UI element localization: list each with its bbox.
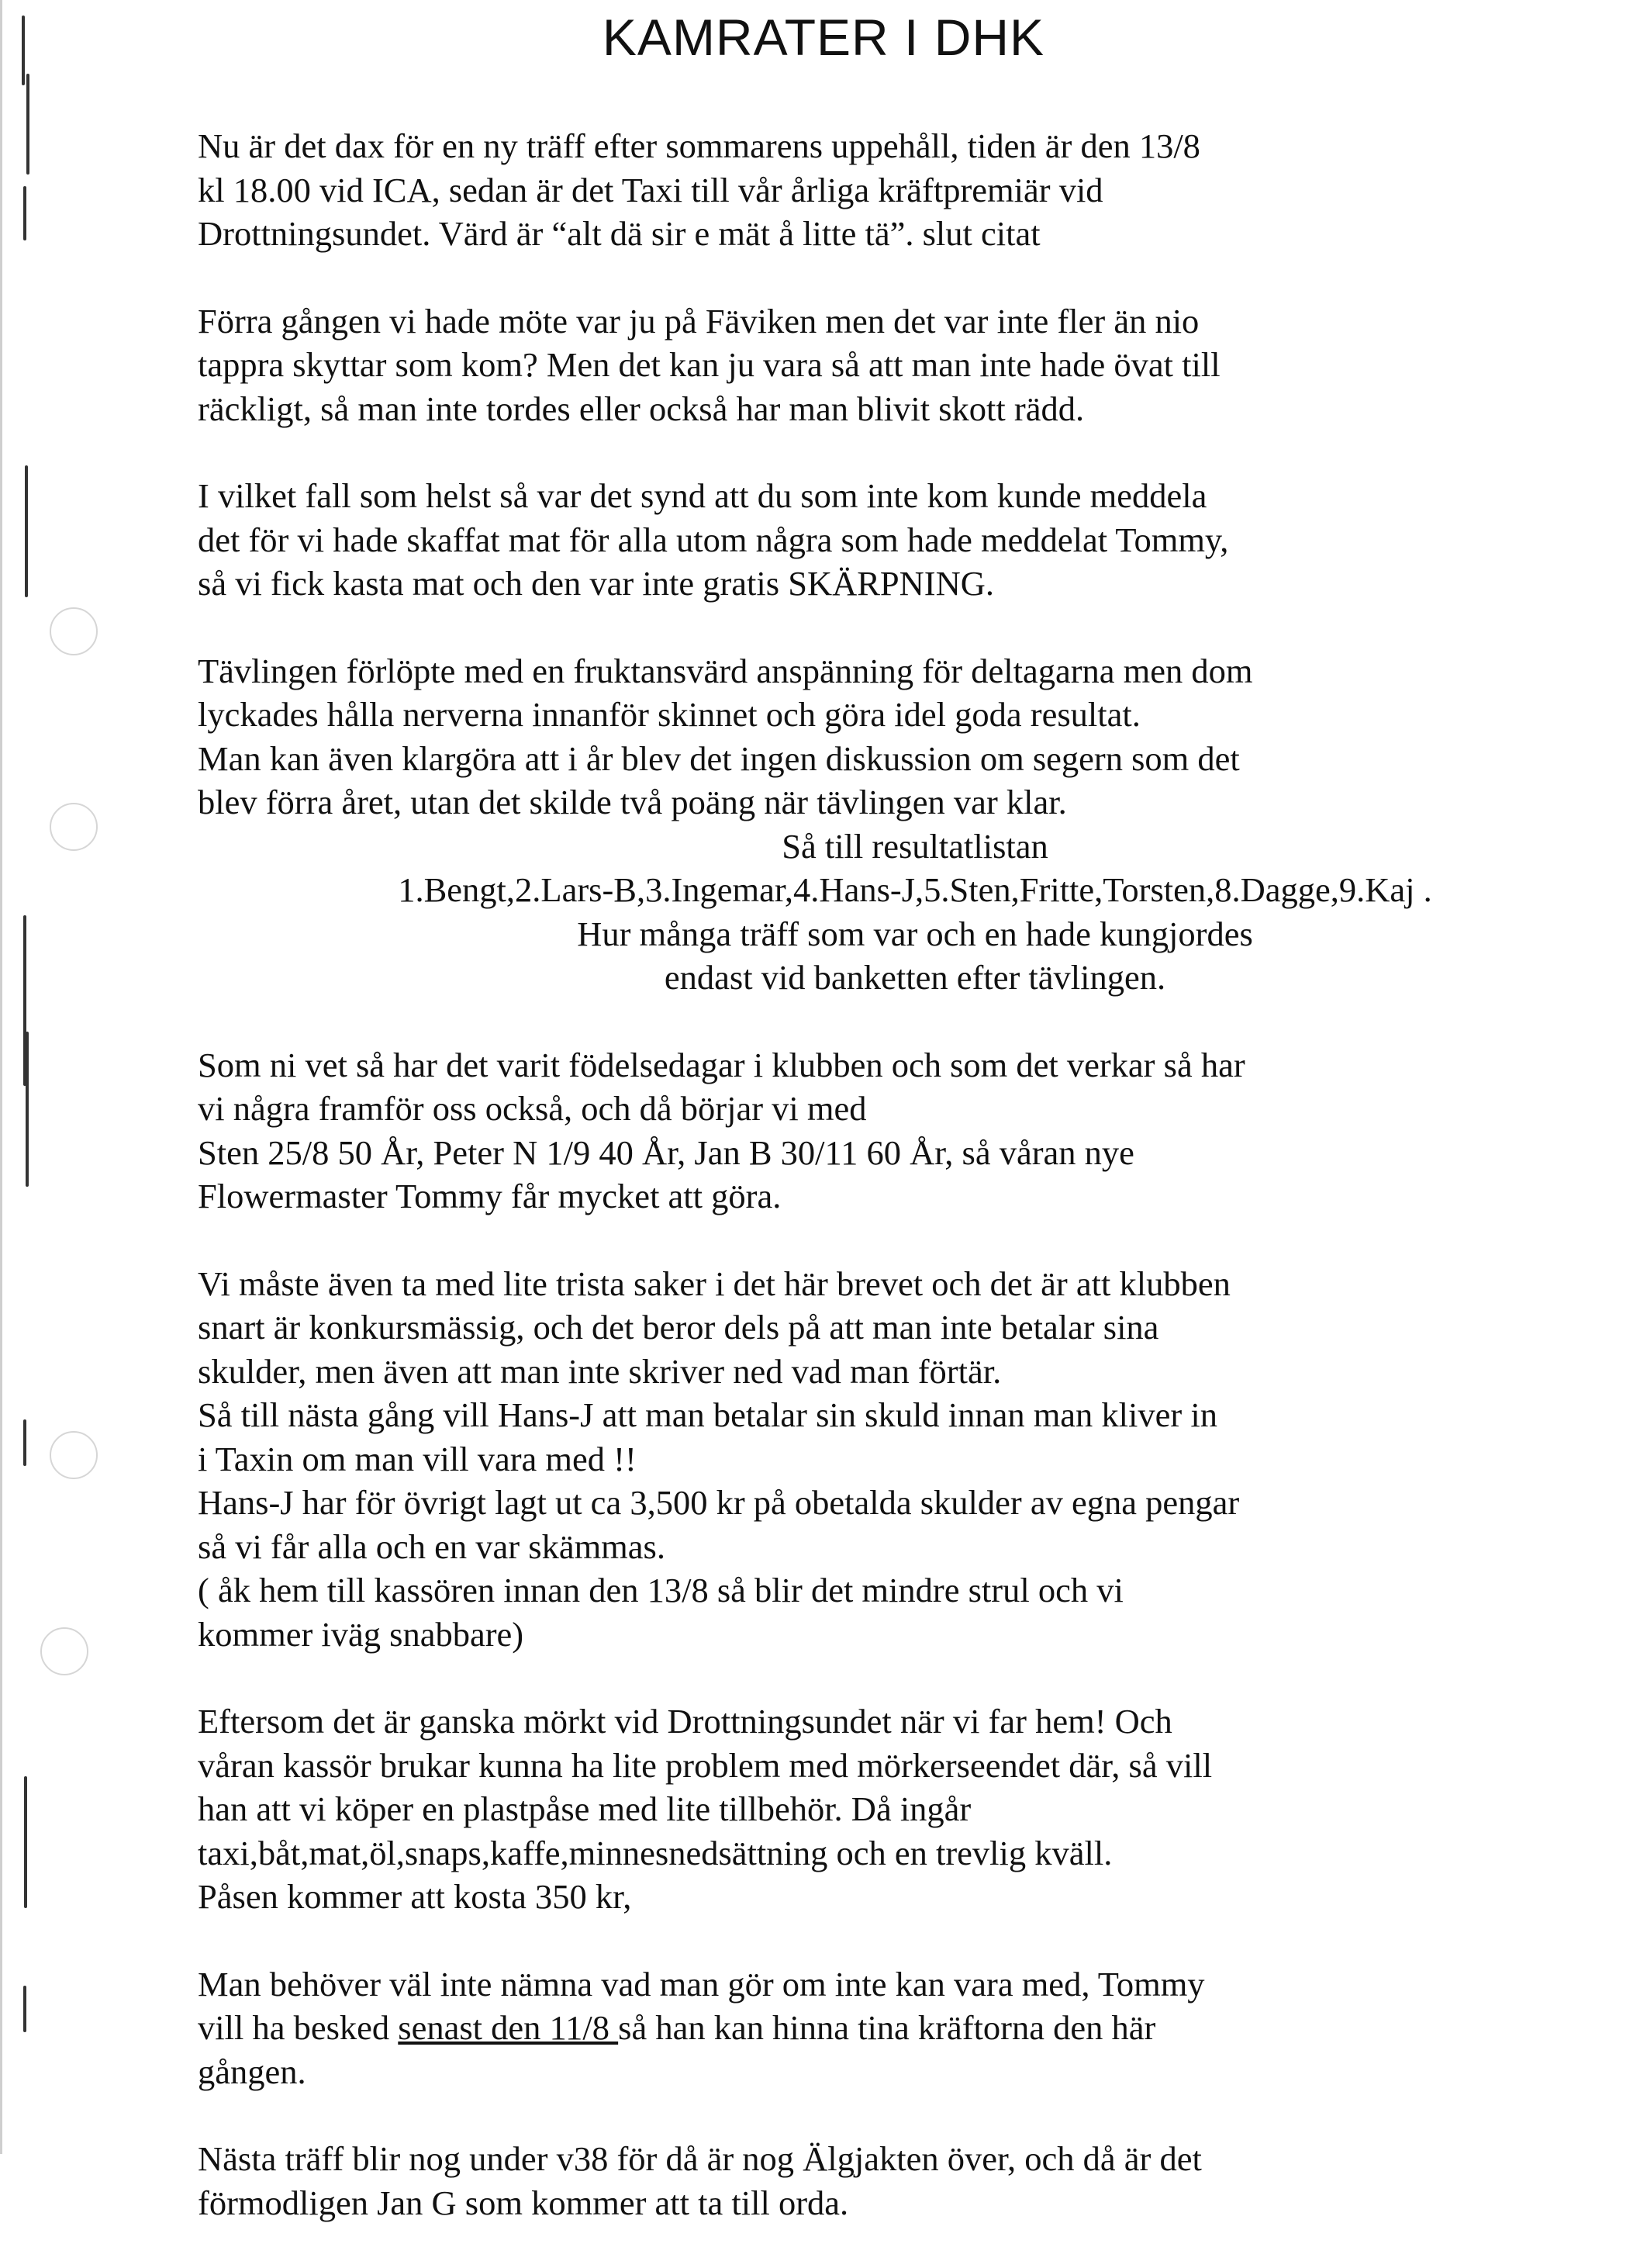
text-fragment: så han kan hinna tina kräftorna den här (618, 2008, 1156, 2047)
text-line: så vi fick kasta mat och den var inte gratis SKÄRPNING. (198, 564, 994, 603)
rsvp-deadline: senast den 11/8 (398, 2008, 619, 2047)
text-line: blev förra året, utan det skilde två poäng när tävlingen var klar. (198, 783, 1067, 821)
text-line: vi några framför oss också, och då börjar vi med (198, 1089, 867, 1128)
binder-mark (26, 74, 29, 175)
text-line: Påsen kommer att kosta 350 kr, (198, 1877, 632, 1916)
text-line: I vilket fall som helst så var det synd att du som inte kom kunde meddela (198, 476, 1207, 515)
text-line: kl 18.00 vid ICA, sedan är det Taxi till vår årliga kräftpremiär vid (198, 170, 1103, 209)
text-line: så vi får alla och en var skämmas. (198, 1526, 665, 1566)
binder-mark (26, 1032, 29, 1187)
text-line: våran kassör brukar kunna ha lite problem med mörkerseendet där, så vill (198, 1745, 1213, 1785)
text-line: gången. (198, 2052, 306, 2091)
text-line: Man kan även klargöra att i år blev det ingen diskussion om segern som det (198, 738, 1240, 778)
text-line: Som ni vet så har det varit födelsedagar i klubben och som det verkar så har (198, 1045, 1245, 1084)
text-line: Sten 25/8 50 År, Peter N 1/9 40 År, Jan B 30/11 60 År, så våran nye (198, 1132, 1134, 1172)
text-line: det för vi hade skaffat mat för alla utom några som hade meddelat Tommy, (198, 520, 1229, 559)
paragraph-meeting-announcement (198, 124, 1632, 256)
text-line: Förra gången vi hade möte var ju på Fäviken men det var inte fler än nio (198, 301, 1200, 341)
text-line: Flowermaster Tommy får mycket att göra. (198, 1177, 782, 1215)
text-line: förmodligen Jan G som kommer att ta till orda. (198, 2183, 849, 2222)
scan-edge-line (0, 0, 2, 2154)
binder-mark (23, 1986, 26, 2032)
text-line: tappra skyttar som kom? Men det kan ju vara så att man inte hade övat till (198, 345, 1221, 384)
text-line: Hans-J har för övrigt lagt ut ca 3,500 kr på obetalda skulder av egna pengar (198, 1483, 1240, 1522)
text-line: Så till nästa gång vill Hans-J att man betalar sin skuld innan man kliver in (198, 1395, 1217, 1434)
text-line: taxi,båt,mat,öl,snaps,kaffe,minnesnedsättning och en trevlig kväll. (198, 1833, 1113, 1872)
text-line: endast vid banketten efter tävlingen. (664, 958, 1166, 997)
paragraph-bag-offer (198, 1699, 1632, 1919)
paragraph-birthdays (198, 1043, 1632, 1219)
letter-body (198, 124, 1632, 2268)
text-line: Drottningsundet. Värd är “alt dä sir e mät å litte tä”. slut citat (198, 214, 1041, 253)
text-line (198, 2006, 1632, 2050)
text-line: Vi måste även ta med lite trista saker i det här brevet och det är att klubben (198, 1264, 1231, 1303)
text-line: han att vi köper en plastpåse med lite tillbehör. Då ingår (198, 1789, 972, 1828)
paragraph-competition (198, 649, 1632, 1000)
punch-hole (50, 803, 98, 851)
punch-hole (40, 1627, 88, 1675)
paragraph-next-meeting (198, 2137, 1632, 2225)
text-line: snart är konkursmässig, och det beror dels på att man inte betalar sina (198, 1308, 1159, 1347)
text-line: Nu är det dax för en ny träff efter sommarens uppehåll, tiden är den 13/8 (198, 126, 1200, 165)
text-fragment: vill ha besked (198, 2008, 399, 2047)
letter-title: KAMRATER I DHK (602, 9, 1045, 66)
paragraph-last-meeting (198, 299, 1632, 431)
text-line: i Taxin om man vill vara med !! (198, 1439, 637, 1478)
binder-mark (23, 186, 26, 240)
punch-hole (50, 607, 98, 655)
binder-mark (24, 1776, 27, 1908)
binder-mark (23, 1419, 26, 1466)
text-line: Man behöver väl inte nämna vad man gör om inte kan vara med, Tommy (198, 1964, 1205, 2004)
results-heading: Så till resultatlistan (782, 826, 1048, 866)
text-line: Eftersom det är ganska mörkt vid Drottningsundet när vi far hem! Och (198, 1702, 1172, 1741)
paragraph-club-debts (198, 1262, 1632, 1657)
text-line: räckligt, så man inte tordes eller också har man blivit skott rädd. (198, 389, 1085, 428)
binder-mark (25, 465, 28, 597)
text-line: Tävlingen förlöpte med en fruktansvärd anspänning för deltagarna men dom (198, 651, 1253, 690)
punch-hole (50, 1431, 98, 1479)
paragraph-food-notice (198, 474, 1632, 606)
text-line: Nästa träff blir nog under v38 för då är nog Älgjakten över, och då är det (198, 2139, 1202, 2178)
text-line: skulder, men även att man inte skriver ned vad man förtär. (198, 1351, 1002, 1391)
results-list: 1.Bengt,2.Lars-B,3.Ingemar,4.Hans-J,5.Sten,Fritte,Torsten,8.Dagge,9.Kaj . (398, 870, 1432, 909)
text-line: kommer iväg snabbare) (198, 1614, 524, 1654)
paragraph-rsvp (198, 1962, 1632, 2094)
text-line: lyckades hålla nerverna innanför skinnet och göra idel goda resultat. (198, 695, 1141, 734)
text-line: Hur många träff som var och en hade kungjordes (577, 914, 1253, 953)
text-line: ( åk hem till kassören innan den 13/8 så blir det mindre strul och vi (198, 1571, 1124, 1609)
